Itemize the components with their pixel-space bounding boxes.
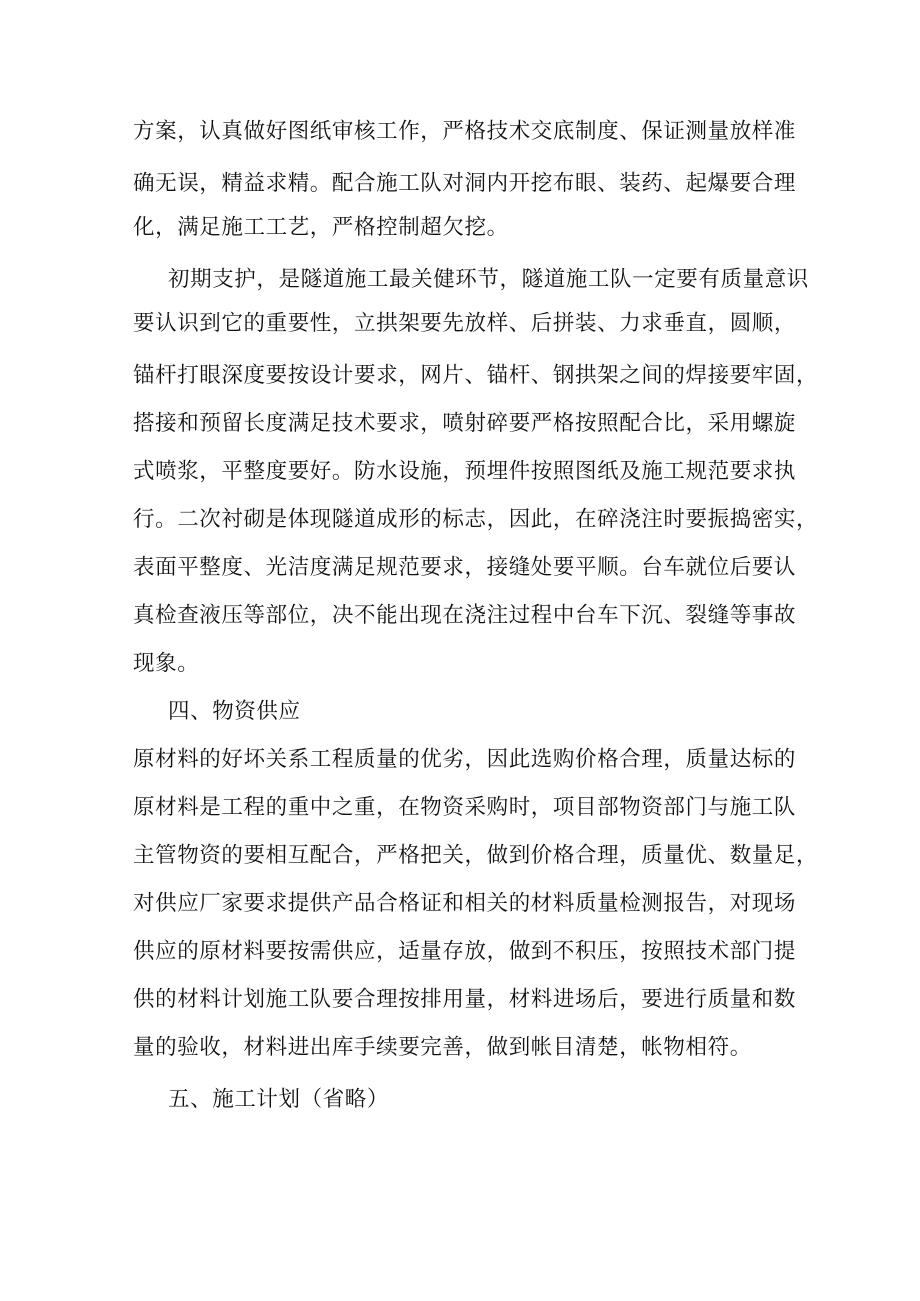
text-line: 方案，认真做好图纸审核工作，严格技术交底制度、保证测量放样准 [133, 119, 797, 144]
text-line: 初期支护，是隧道施工最关健环节，隧道施工队一定要有质量意识 [168, 267, 809, 292]
text-line: 锚杆打眼深度要按设计要求，网片、锚杆、钢拱架之间的焊接要牢固， [133, 363, 819, 388]
text-line: 量的验收，材料进出库手续要完善，做到帐目清楚，帐物相符。 [133, 1035, 752, 1060]
text-line: 原材料是工程的重中之重，在物资采购时，项目部物资部门与施工队 [133, 795, 797, 820]
text-line: 表面平整度、光洁度满足规范要求，接缝处要平顺。台车就位后要认 [133, 555, 797, 580]
text-line: 现象。 [133, 651, 200, 676]
text-line: 要认识到它的重要性，立拱架要先放样、后拼装、力求垂直，圆顺， [133, 311, 797, 336]
text-line: 主管物资的要相互配合，严格把关，做到价格合理，质量优、数量足， [133, 843, 819, 868]
section-heading: 五、施工计划（省略） [168, 1087, 390, 1112]
text-line: 行。二次衬砌是体现隧道成形的标志，因此，在碎浇注时要振捣密实， [133, 507, 819, 532]
text-line: 化，满足施工工艺，严格控制超欠挖。 [133, 215, 509, 240]
text-line: 真检查液压等部位，决不能出现在浇注过程中台车下沉、裂缝等事故 [133, 603, 797, 628]
text-line: 供应的原材料要按需供应，适量存放，做到不积压，按照技术部门提 [133, 939, 797, 964]
text-line: 搭接和预留长度满足技术要求，喷射碎要严格按照配合比，采用螺旋 [133, 411, 797, 436]
section-heading: 四、物资供应 [168, 699, 301, 724]
text-line: 确无误，精益求精。配合施工队对洞内开挖布眼、装药、起爆要合理 [133, 171, 797, 196]
text-line: 式喷浆，平整度要好。防水设施，预埋件按照图纸及施工规范要求执 [133, 459, 797, 484]
text-line: 对供应厂家要求提供产品合格证和相关的材料质量检测报告，对现场 [133, 891, 797, 916]
text-line: 供的材料计划施工队要合理按排用量，材料进场后，要进行质量和数 [133, 987, 797, 1012]
text-line: 原材料的好坏关系工程质量的优劣，因此选购价格合理，质量达标的 [133, 747, 797, 772]
